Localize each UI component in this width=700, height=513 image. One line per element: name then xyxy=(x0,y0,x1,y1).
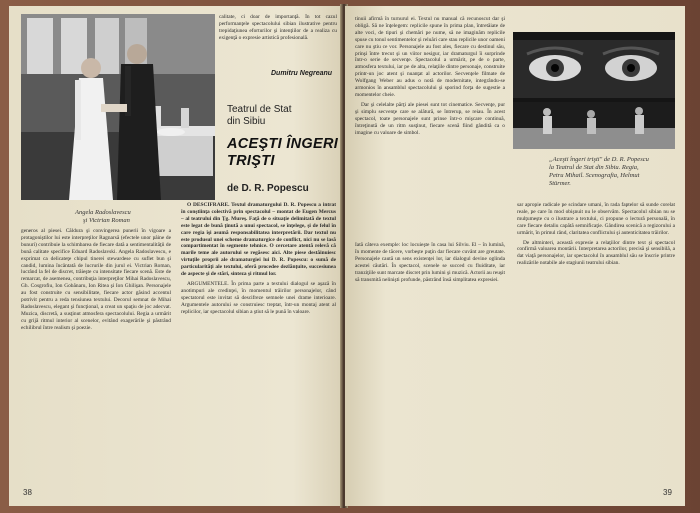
left-column-1: generos al piesei. Căldura şi convingerea punerii în vigoare a protagoniştilor lui este interpreţilor Ragnarsă (efectele unor pâine de bunuri) contribuie la schimbarea de fiecare dată a sentimentalităţii de bună calitate specifice Eduard Radoslavski. Angela Radoslavescu, e exprimat ca delicateţe chipul tinerei stewardese cu suflet bun şi candid, lumina încântată de lucrurile din jurul ei. Victrian Roman, lucrând la fel de discret, trăieşte cu intensitate fiecare scenă. Este de remarcat, de asemenea, contribuţia interpreţilor Mihai Radoslavescu, Gh. Cosgrofiu, Ion Gobănaru, Ion Ritea şi Ion Ghilişan. Personajele au fost construite cu sensibilitate, fiecare actor găsind accentul potrivit pentru a reda tensiunea textului. Decorul semnat de Mihai Radoslavescu, elegant şi funcţional, a creat un spaţiu de joc adecvat. Muzica, discretă, a susţinut atmosfera spectacolului. Regia a urmărit cu grijă ritmul interior al scenelor, evitând exagerările şi păstrând echilibrul între realism şi poezie. xyxy=(21,228,171,331)
right-column-3: sar apropie radicale pe scindare umani, în rada faptelor să sunde corelat reale, pe care în mod obişnuit nu le observăm. Spectacolul sibian nu se mulţumeşte cu o ilustrare a textului, ci propune o lectură personală, în care fiecare detaliu capătă semnificaţie. Gândirea scenică a regizorului a urmărit, în primul rând, claritatea conflictului şi autenticitatea trăirilor. De altminteri, această expresie a relaţiilor dintre text şi spectacol confirmă valoarea montării. Interpretarea actorilor, precisă şi sensibilă, a dat viaţă personajelor, iar spectacolul în ansamblul său se înscrie printre realizările notabile ale stagiunii teatrului sibian. xyxy=(517,202,675,267)
theatre-name xyxy=(227,104,291,128)
caption-line: Petru Mihail. Scenografia, Helmut xyxy=(549,172,640,179)
caption-line: Stürmer. xyxy=(549,180,571,187)
left-page xyxy=(9,6,343,506)
right-column-2: Iată câteva exemple: loc locuieşte în casa lui Silviu. El – în lumină, în momente de tăcere, vorbeşte puţin dar fiecare cuvânt are greutate. Personajele caută un sens existenţei lor, iar dialogul devine oglinda acestei căutări. În spectacol, scenele se succed cu fluiditate, iar tranziţiile sunt marcate discret prin lumini şi muzică. Actorii au reuşit să transmită nelinişti profunde, păstrând însă simplitatea expresiei. xyxy=(355,242,505,283)
caption-line: „Aceşti îngeri trişti" de D. R. Popescu xyxy=(549,156,649,163)
byline: de D. R. Popescu xyxy=(227,183,309,194)
page-number-right: 39 xyxy=(663,488,672,497)
theatre-line: din Sibiu xyxy=(227,116,266,127)
page-number-left: 38 xyxy=(23,488,32,497)
right-page xyxy=(345,6,685,506)
caption-line: la Teatrul de Stat din Sibiu. Regia, xyxy=(549,164,639,171)
caption-line: Angela Radoslavescu xyxy=(75,209,131,216)
right-photo-caption xyxy=(549,156,681,188)
left-photo-caption xyxy=(75,209,195,225)
left-photo-actors xyxy=(21,14,215,200)
title-line: TRIŞTI xyxy=(227,153,275,169)
right-photo-eyes xyxy=(513,32,675,149)
caption-line: şi Victrian Roman xyxy=(83,217,130,224)
theatre-line: Teatrul de Stat xyxy=(227,104,292,115)
title-line: ACEŞTI ÎNGERI xyxy=(227,136,339,152)
intro-snippet: calitate, ci doar de importanţă. În tot cazul performanţele spectacolului sibian ilustrative pentru trepidaţiunea eforturilor şi intenţiilor de a realiza cu exigenţă o expresie artistică profesională. xyxy=(219,14,337,41)
reviewer-name: Dumitru Negreanu xyxy=(271,70,333,77)
right-column-1: tinuii afirmă în turnurul ei. Textul nu manual că recunoscut dar şi obligă. Să ne înţelegem: replicile spune în prima plan, întretăiate de alte voci, de tipuri şi chemări pe nume, să ne imaginăm replicile spuse cu tonul sentimentelor şi reluări care stau replicile unor oameni care nu ştiu ce vor. Personajele au fost ales, fiecare cu destinul său, prinşi între trecut şi un viitor nesigur, iar dramaturgul îi surprinde într-o serie de secvenţe. Spectacolul a urmărit, pe de o parte, atmosfera textului, iar pe de alta, relaţiile dintre personaje, construite printr-un joc atent şi nuanţat al actorilor. Secvenţele filmate de Wolfgang Weber au adus o notă de modernitate, integrându-se armonios în ansamblul spectacolului şi sporind forţa de sugestie a momentelor cheie. Dar şi celelalte părţi ale piesei sunt tot cinematice. Secvenţe, pur şi simplu secvenţe care se alătură, se întrerup, se reiau. În acest spectacol, toate personajele sunt prinse într-o mişcare continuă, întreţinută de un ritm susţinut, fiecare scenă fiind gândită ca o imagine cu valoare de simbol. xyxy=(355,16,505,136)
left-column-2: O DESCIFRARE. Textul dramaturgului D. R. Popescu a intrat în conştiinţa colectivă prin spectacolul – montat de Eugen Mercus – al teatrului din Ţg. Mureş. Faţă de o situaţie delimitată de textul este legat de bună ţinută a unui spectacol, se înţelege, şi de felul în care regia îşi asumă responsabilitatea interpretării. Dar textul nu este produsul unei scheme dramaturgice de conflict, nici nu se lasă compartimentat în segmente tehnice. O cercetare atentă relevă că marile teme ale autorului se regăsesc aici. Alte piese destăinuiesc virtuţile proprii ale dramaturgiei lui D. R. Popescu: o sumă de particularităţi ale textului, oferă procedee dezlănţuite, succesiunea de aspecte şi de stări, sinteza şi ritmul lor. ARGUMENTELE. În prima parte a textului dialogul se aşază în anotimpuri ale credinţei, în momentul trăirilor personajelor, când spectatorul este invitat să descifreze semnele unei drame interioare. Argumentele autorului se construiesc treptat, într-un montaj atent al replicilor, iar spectacolul sibian a ştiut să le pună în valoare. xyxy=(181,202,336,315)
article-title xyxy=(227,136,338,170)
